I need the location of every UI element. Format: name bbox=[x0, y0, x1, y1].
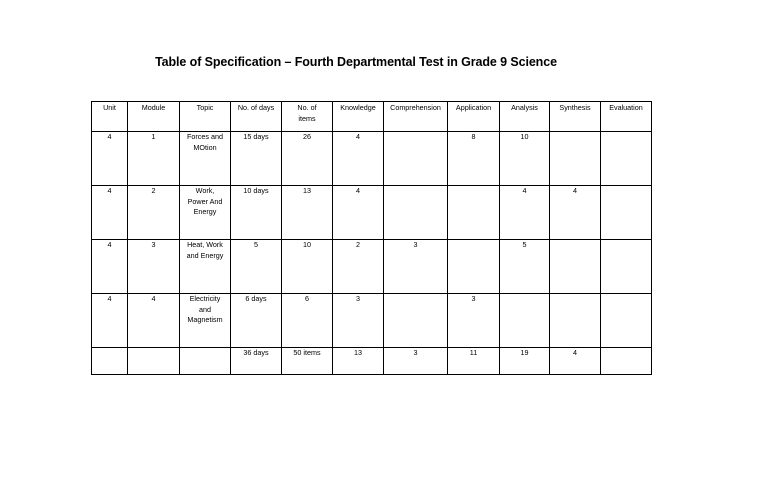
cell-unit: 4 bbox=[92, 294, 128, 348]
table-row bbox=[92, 186, 652, 240]
cell-items: 10 bbox=[282, 240, 333, 294]
total-evaluation bbox=[601, 348, 652, 375]
cell-items: 26 bbox=[282, 132, 333, 186]
cell-topic bbox=[180, 132, 231, 186]
header-items bbox=[282, 102, 333, 132]
header-module: Module bbox=[128, 102, 180, 132]
cell-knowledge: 3 bbox=[333, 294, 384, 348]
table-row bbox=[92, 240, 652, 294]
cell-evaluation bbox=[601, 240, 652, 294]
topic-label: Work, Power And Energy bbox=[187, 186, 223, 216]
cell-synthesis bbox=[550, 240, 601, 294]
header-topic: Topic bbox=[180, 102, 231, 132]
header-items-label: No. of items bbox=[297, 103, 317, 123]
cell-module: 4 bbox=[128, 294, 180, 348]
cell-synthesis bbox=[550, 294, 601, 348]
cell-analysis: 10 bbox=[500, 132, 550, 186]
cell-analysis: 5 bbox=[500, 240, 550, 294]
header-analysis: Analysis bbox=[500, 102, 550, 132]
header-synthesis: Synthesis bbox=[550, 102, 601, 132]
cell-evaluation bbox=[601, 294, 652, 348]
table-row bbox=[92, 132, 652, 186]
cell-application: 3 bbox=[448, 294, 500, 348]
cell-analysis bbox=[500, 294, 550, 348]
cell-application bbox=[448, 240, 500, 294]
cell-topic bbox=[180, 186, 231, 240]
header-application: Application bbox=[448, 102, 500, 132]
cell-module: 3 bbox=[128, 240, 180, 294]
cell-days: 15 days bbox=[231, 132, 282, 186]
header-knowledge: Knowledge bbox=[333, 102, 384, 132]
cell-unit: 4 bbox=[92, 240, 128, 294]
topic-label: Electricity and Magnetism bbox=[187, 294, 223, 324]
cell-unit: 4 bbox=[92, 132, 128, 186]
table-row bbox=[92, 294, 652, 348]
cell-application: 8 bbox=[448, 132, 500, 186]
cell-comprehension bbox=[384, 132, 448, 186]
header-comprehension: Comprehension bbox=[384, 102, 448, 132]
cell-days: 10 days bbox=[231, 186, 282, 240]
total-comprehension: 3 bbox=[384, 348, 448, 375]
document-title: Table of Specification – Fourth Departmental Test in Grade 9 Science bbox=[155, 55, 557, 69]
cell-knowledge: 4 bbox=[333, 132, 384, 186]
cell-topic bbox=[180, 240, 231, 294]
cell-knowledge: 4 bbox=[333, 186, 384, 240]
header-unit: Unit bbox=[92, 102, 128, 132]
cell-unit: 4 bbox=[92, 186, 128, 240]
cell-synthesis bbox=[550, 132, 601, 186]
total-knowledge: 13 bbox=[333, 348, 384, 375]
topic-label: Forces and MOtion bbox=[187, 132, 223, 152]
total-items: 50 items bbox=[282, 348, 333, 375]
total-unit bbox=[92, 348, 128, 375]
table-header-row bbox=[92, 102, 652, 132]
specification-table bbox=[91, 101, 652, 375]
cell-synthesis: 4 bbox=[550, 186, 601, 240]
cell-application bbox=[448, 186, 500, 240]
header-days: No. of days bbox=[231, 102, 282, 132]
topic-label: Heat, Work and Energy bbox=[186, 240, 224, 260]
cell-comprehension: 3 bbox=[384, 240, 448, 294]
cell-evaluation bbox=[601, 186, 652, 240]
total-module bbox=[128, 348, 180, 375]
total-days: 36 days bbox=[231, 348, 282, 375]
cell-evaluation bbox=[601, 132, 652, 186]
totals-row bbox=[92, 348, 652, 375]
total-analysis: 19 bbox=[500, 348, 550, 375]
cell-days: 5 bbox=[231, 240, 282, 294]
total-topic bbox=[180, 348, 231, 375]
total-application: 11 bbox=[448, 348, 500, 375]
cell-module: 2 bbox=[128, 186, 180, 240]
cell-items: 6 bbox=[282, 294, 333, 348]
cell-items: 13 bbox=[282, 186, 333, 240]
cell-analysis: 4 bbox=[500, 186, 550, 240]
cell-comprehension bbox=[384, 294, 448, 348]
cell-topic bbox=[180, 294, 231, 348]
cell-knowledge: 2 bbox=[333, 240, 384, 294]
total-synthesis: 4 bbox=[550, 348, 601, 375]
cell-module: 1 bbox=[128, 132, 180, 186]
header-evaluation: Evaluation bbox=[601, 102, 652, 132]
cell-days: 6 days bbox=[231, 294, 282, 348]
cell-comprehension bbox=[384, 186, 448, 240]
